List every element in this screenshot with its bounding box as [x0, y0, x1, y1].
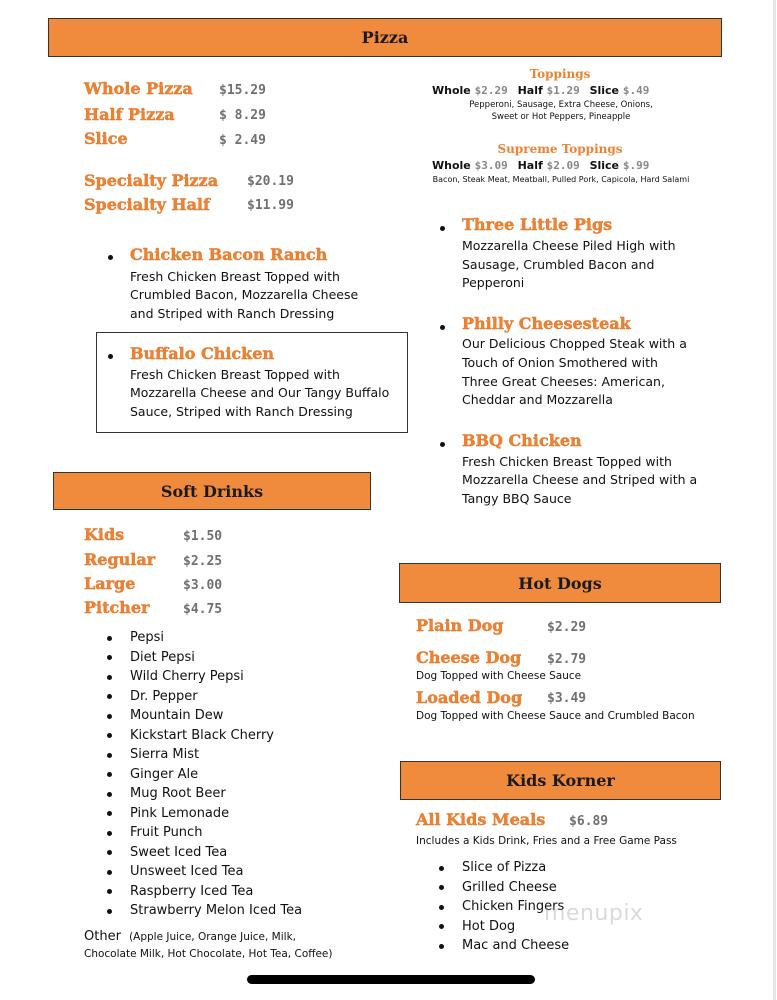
supreme-half-price: $2.09: [546, 159, 580, 172]
pizza-price-name: Half Pizza: [84, 105, 175, 124]
list-item: Sweet Iced Tea: [106, 843, 386, 863]
bullet: [440, 226, 445, 231]
bullet: [108, 354, 113, 359]
specialty-desc: Mozzarella Cheese and Striped with a: [462, 472, 698, 487]
specialty-desc: Mozzarella Cheese and Our Tangy Buffalo: [130, 385, 390, 400]
drink-flavor-list: [106, 628, 386, 921]
toppings-list: Sweet or Hot Peppers, Pineapple: [491, 112, 631, 122]
hot-dog-name: Cheese Dog: [416, 648, 522, 667]
specialty-desc: Sauce, Striped with Ranch Dressing: [130, 404, 353, 419]
list-item: Pink Lemonade: [106, 804, 386, 824]
pizza-price-value: $ 8.29: [219, 108, 266, 123]
specialty-price-value: $11.99: [247, 198, 294, 213]
specialty-desc: Pepperoni: [462, 275, 525, 290]
drink-size-name: Kids: [84, 525, 125, 544]
bullet: [440, 442, 445, 447]
pizza-price-name: Whole Pizza: [84, 79, 193, 98]
supreme-slice-price: $.99: [622, 159, 650, 172]
hot-dog-price: $2.79: [547, 652, 587, 667]
other-label: Other: [84, 929, 121, 944]
specialty-name: Buffalo Chicken: [130, 344, 275, 363]
drink-size-price: $4.75: [183, 602, 223, 617]
hot-dog-desc: Dog Topped with Cheese Sauce and Crumbled Bacon: [416, 710, 695, 722]
specialty-desc: Fresh Chicken Breast Topped with: [130, 367, 340, 382]
specialty-name: Three Little Pigs: [462, 215, 613, 234]
toppings-whole-price: $2.29: [474, 84, 508, 97]
kids-meal-includes: Includes a Kids Drink, Fries and a Free Game Pass: [416, 835, 677, 847]
list-item: Mac and Cheese: [438, 936, 718, 956]
list-item: Strawberry Melon Iced Tea: [106, 901, 386, 921]
supreme-toppings-title: Supreme Toppings: [497, 142, 623, 156]
list-item: Grilled Cheese: [438, 878, 718, 898]
specialty-name: Philly Cheesesteak: [462, 314, 631, 333]
kids-meal-name: All Kids Meals: [416, 810, 546, 829]
specialty-desc: Our Delicious Chopped Steak with a: [462, 336, 687, 351]
list-item: Hot Dog: [438, 917, 718, 937]
toppings-whole-label: Whole: [432, 84, 471, 97]
list-item: Pepsi: [106, 628, 386, 648]
specialty-desc: Cheddar and Mozzarella: [462, 392, 613, 407]
specialty-name: BBQ Chicken: [462, 431, 582, 450]
list-item: Ginger Ale: [106, 765, 386, 785]
hot-dogs-banner-title: Hot Dogs: [518, 573, 602, 593]
list-item: Unsweet Iced Tea: [106, 862, 386, 882]
list-item: Fruit Punch: [106, 823, 386, 843]
specialty-desc: Touch of Onion Smothered with: [462, 355, 658, 370]
drink-size-name: Regular: [84, 550, 156, 569]
specialty-desc: Mozzarella Cheese Piled High with: [462, 238, 676, 253]
supreme-whole-price: $3.09: [474, 159, 508, 172]
toppings-half-label: Half: [517, 84, 543, 97]
specialty-desc: Tangy BBQ Sauce: [462, 491, 572, 506]
hot-dog-desc: Dog Topped with Cheese Sauce: [416, 670, 582, 682]
supreme-whole-label: Whole: [432, 159, 471, 172]
hot-dog-price: $2.29: [547, 620, 587, 635]
bullet: [108, 255, 113, 260]
bullet: [440, 325, 445, 330]
pizza-banner-title: Pizza: [361, 28, 409, 47]
pizza-banner: [48, 18, 722, 57]
toppings-title: Toppings: [529, 67, 591, 81]
soft-drinks-banner-title: Soft Drinks: [160, 481, 264, 501]
specialty-price-name: Specialty Half: [84, 195, 210, 214]
supreme-list: Bacon, Steak Meat, Meatball, Pulled Pork, Capicola, Hard Salami: [432, 175, 690, 184]
drink-size-price: $3.00: [183, 578, 223, 593]
drink-size-name: Pitcher: [84, 598, 150, 617]
toppings-half-price: $1.29: [546, 84, 580, 97]
list-item: Dr. Pepper: [106, 687, 386, 707]
hot-dog-price: $3.49: [547, 691, 587, 706]
toppings-list: Pepperoni, Sausage, Extra Cheese, Onions,: [469, 100, 653, 110]
hot-dogs-banner: [399, 563, 721, 603]
pizza-price-value: $15.29: [219, 83, 266, 98]
toppings-price-row: [432, 84, 655, 97]
hot-dog-name: Loaded Dog: [416, 688, 523, 707]
list-item: Chicken Fingers: [438, 897, 718, 917]
kids-korner-banner-title: Kids Korner: [506, 771, 615, 790]
specialty-price-name: Specialty Pizza: [84, 171, 219, 190]
specialty-desc: Fresh Chicken Breast Topped with: [462, 454, 672, 469]
kids-korner-banner: [400, 761, 721, 800]
pizza-price-name: Slice: [84, 129, 128, 148]
list-item: Mug Root Beer: [106, 784, 386, 804]
list-item: Slice of Pizza: [438, 858, 718, 878]
list-item: Sierra Mist: [106, 745, 386, 765]
other-line2: Chocolate Milk, Hot Chocolate, Hot Tea, Coffee): [84, 948, 333, 960]
specialty-price-value: $20.19: [247, 174, 294, 189]
home-indicator-bar[interactable]: [247, 975, 535, 984]
specialty-desc: and Striped with Ranch Dressing: [130, 306, 335, 321]
scrollbar-track[interactable]: [773, 0, 776, 1000]
other-line1: (Apple Juice, Orange Juice, Milk,: [129, 931, 296, 943]
supreme-price-row: [432, 159, 655, 172]
soft-drinks-banner: [53, 472, 371, 510]
list-item: Kickstart Black Cherry: [106, 726, 386, 746]
drink-size-price: $2.25: [183, 554, 223, 569]
watermark: menupix: [544, 901, 644, 926]
list-item: Wild Cherry Pepsi: [106, 667, 386, 687]
hot-dog-name: Plain Dog: [416, 616, 504, 635]
specialty-desc: Three Great Cheeses: American,: [462, 374, 665, 389]
list-item: Diet Pepsi: [106, 648, 386, 668]
other-drinks: [84, 929, 296, 944]
drink-size-price: $1.50: [183, 529, 223, 544]
kids-meal-price: $6.89: [569, 814, 609, 829]
toppings-slice-label: Slice: [589, 84, 620, 97]
supreme-slice-label: Slice: [589, 159, 620, 172]
specialty-desc: Sausage, Crumbled Bacon and: [462, 257, 655, 272]
toppings-slice-price: $.49: [622, 84, 650, 97]
list-item: Raspberry Iced Tea: [106, 882, 386, 902]
list-item: Mountain Dew: [106, 706, 386, 726]
drink-size-name: Large: [84, 574, 136, 593]
specialty-desc: Fresh Chicken Breast Topped with: [130, 269, 340, 284]
supreme-half-label: Half: [517, 159, 543, 172]
specialty-name: Chicken Bacon Ranch: [130, 245, 328, 264]
specialty-desc: Crumbled Bacon, Mozzarella Cheese: [130, 287, 359, 302]
pizza-price-value: $ 2.49: [219, 133, 266, 148]
